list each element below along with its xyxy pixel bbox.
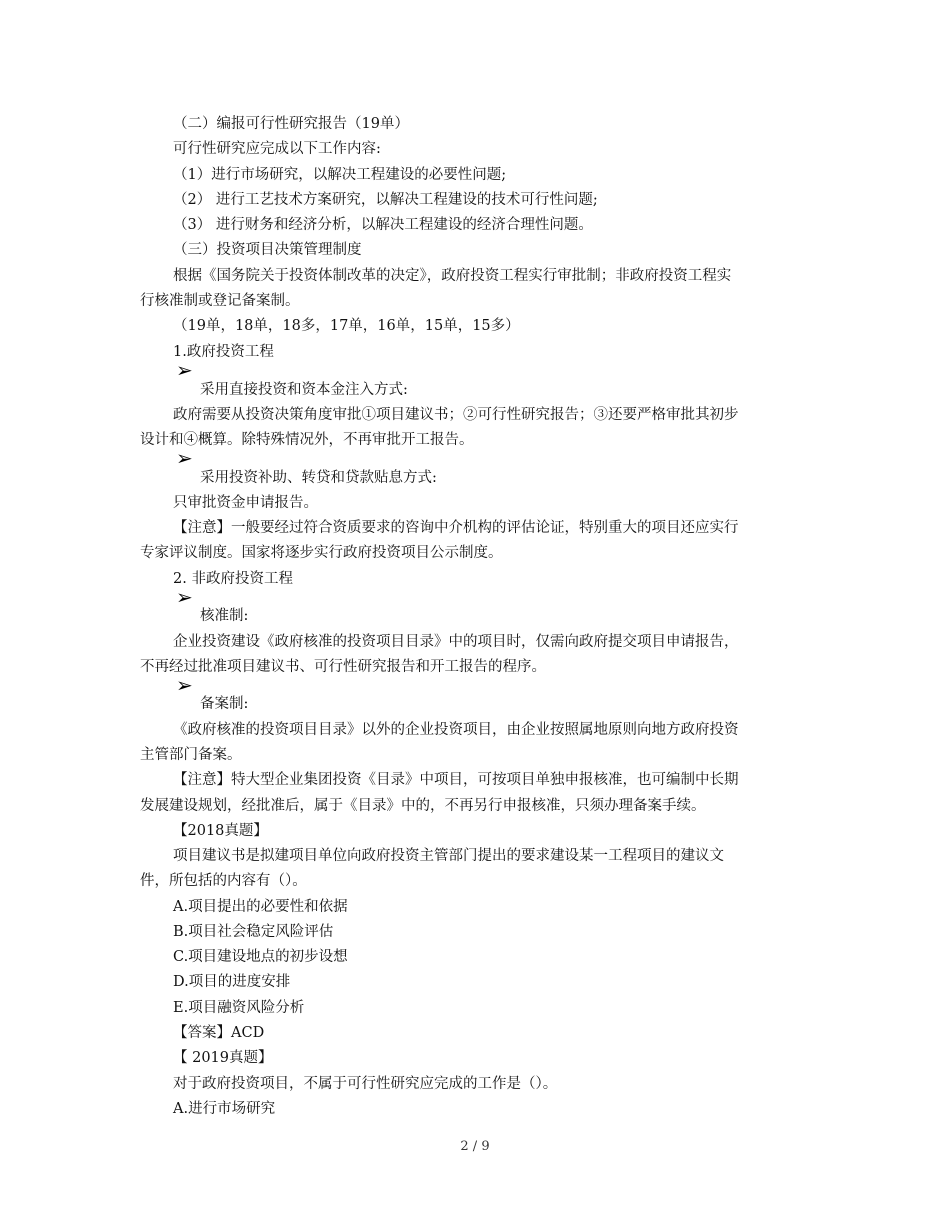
option: E.项目融资风险分析 [173,1000,305,1016]
paragraph: 只审批资金申请报告。 [173,495,318,511]
paragraph: 设计和④概算。除特殊情况外，不再审批开工报告。 [140,432,474,448]
question: 对于政府投资项目，不属于可行性研究应完成的工作是（）。 [173,1076,558,1092]
paragraph: （19单，18单，18多，17单，16单，15单，15多） [173,318,520,334]
paragraph: 行核准制或登记备案制。 [140,293,300,309]
question: 件，所包括的内容有（）。 [140,873,307,889]
bullet-text: 备案制: [200,696,249,712]
note: 专家评议制度。国家将逐步实行政府投资项目公示制度。 [140,545,503,561]
exam-label: 【2018真题】 [173,823,268,839]
question: 项目建议书是拟建项目单位向政府投资主管部门提出的要求建设某一工程项目的建议文 [173,848,724,864]
paragraph: 《政府核准的投资项目目录》以外的企业投资项目，由企业按照属地原则向地方政府投资 [173,722,739,738]
paragraph: 政府需要从投资决策角度审批①项目建议书；②可行性研究报告；③还要严格审批其初步 [173,407,739,423]
exam-label: 【 2019真题】 [173,1050,273,1066]
paragraph: 不再经过批准项目建议书、可行性研究报告和开工报告的程序。 [140,659,546,675]
answer: 【答案】ACD [173,1025,265,1041]
paragraph: 主管部门备案。 [140,747,242,763]
option: B.项目社会稳定风险评估 [173,924,334,940]
section-heading: （三）投资项目决策管理制度 [173,242,362,258]
option: C.项目建设地点的初步设想 [173,949,348,965]
option: D.项目的进度安排 [173,974,291,990]
list-item: （3） 进行财务和经济分析，以解决工程建设的经济合理性问题。 [173,217,593,233]
bullet-text: 采用直接投资和资本金注入方式: [200,382,408,398]
paragraph: 可行性研究应完成以下工作内容: [173,141,381,157]
page-number: 2 / 9 [460,1139,490,1154]
arrow-bullet-icon: ➢ [176,446,193,470]
bullet-text: 采用投资补助、转贷和贷款贴息方式: [200,470,437,486]
arrow-bullet-icon: ➢ [176,673,193,697]
arrow-bullet-icon: ➢ [176,585,193,609]
list-item: （2） 进行工艺技术方案研究，以解决工程建设的技术可行性问题; [173,192,598,208]
note: 【注意】特大型企业集团投资《目录》中项目，可按项目单独申报核准，也可编制中长期 [173,772,739,788]
section-heading: （二）编报可行性研究报告（19单） [173,116,409,132]
paragraph: 根据《国务院关于投资体制改革的决定》，政府投资工程实行审批制；非政府投资工程实 [173,268,732,284]
bullet-text: 核准制: [200,608,249,624]
note: 发展建设规划，经批准后，属于《目录》中的，不再另行申报核准，只须办理备案手续。 [140,798,706,814]
arrow-bullet-icon: ➢ [176,358,193,382]
list-item: （1）进行市场研究，以解决工程建设的必要性问题; [173,167,507,183]
subsection-heading: 1.政府投资工程 [173,344,274,360]
subsection-heading: 2. 非政府投资工程 [173,571,293,587]
option: A.进行市场研究 [173,1101,276,1117]
paragraph: 企业投资建设《政府核准的投资项目目录》中的项目时，仅需向政府提交项目申请报告， [173,634,739,650]
option: A.项目提出的必要性和依据 [173,899,348,915]
note: 【注意】一般要经过符合资质要求的咨询中介机构的评估论证，特别重大的项目还应实行 [173,520,739,536]
